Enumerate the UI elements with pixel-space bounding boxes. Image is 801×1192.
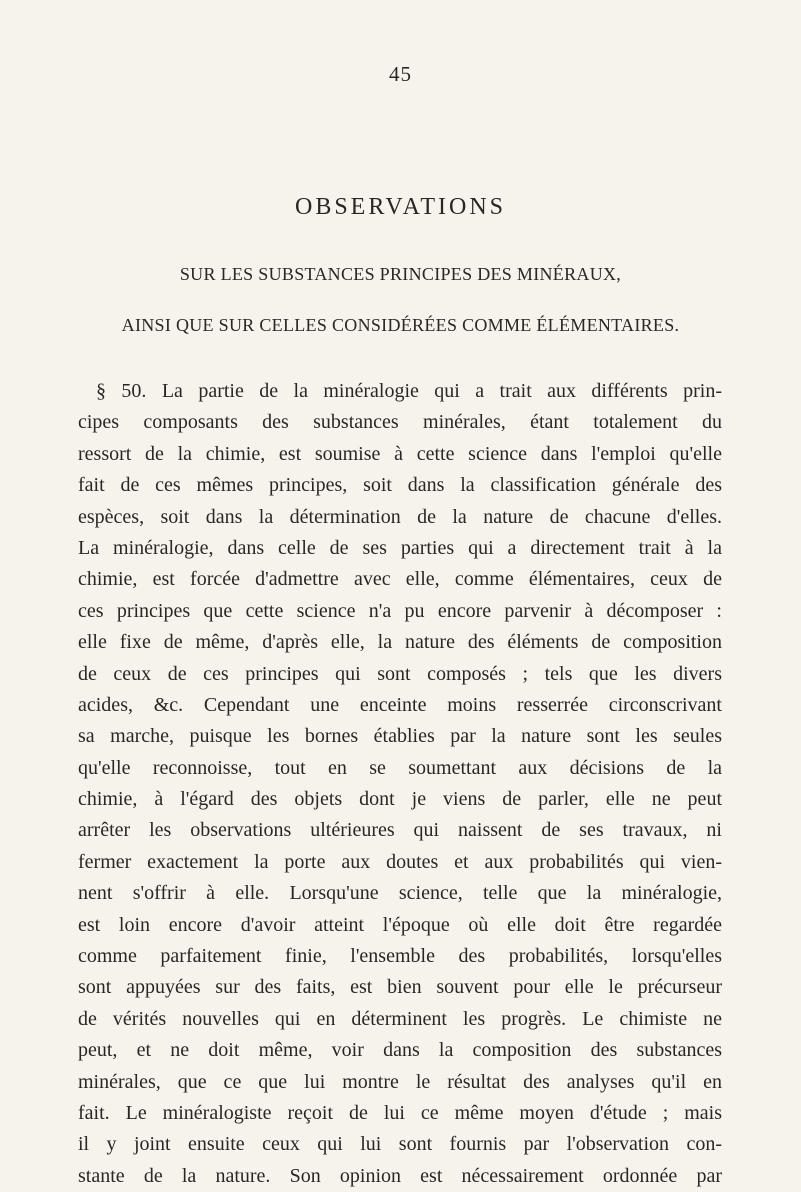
paragraph-line: est loin encore d'avoir atteint l'époque où elle doit être regardée bbox=[78, 913, 722, 936]
paragraph-line: ces principes que cette science n'a pu encore parvenir à décomposer : bbox=[78, 599, 722, 622]
paragraph-line: chimie, est forcée d'admettre avec elle, comme élémentaires, ceux de bbox=[78, 568, 722, 591]
paragraph-line: espèces, soit dans la détermination de la nature de chacune d'elles. bbox=[78, 505, 722, 528]
paragraph-line: peut, et ne doit même, voir dans la composition des substances bbox=[78, 1039, 722, 1062]
paragraph-line: La minéralogie, dans celle de ses parties qui a directement trait à la bbox=[78, 536, 722, 559]
paragraph-line: comme parfaitement finie, l'ensemble des probabilités, lorsqu'elles bbox=[78, 945, 722, 968]
paragraph-line: fait. Le minéralogiste reçoit de lui ce même moyen d'étude ; mais bbox=[78, 1101, 722, 1124]
section-title: OBSERVATIONS bbox=[294, 194, 506, 220]
paragraph-line: stante de la nature. Son opinion est nécessairement ordonnée par bbox=[78, 1164, 722, 1187]
paragraph-line: fait de ces mêmes principes, soit dans la classification générale des bbox=[78, 474, 722, 497]
paragraph-line: sont appuyées sur des faits, est bien souvent pour elle le précurseur bbox=[78, 976, 722, 999]
page-number: 45 bbox=[389, 62, 412, 86]
paragraph-line: sa marche, puisque les bornes établies par la nature sont les seules bbox=[78, 725, 722, 748]
paragraph-line: de ceux de ces principes qui sont composés ; tels que les divers bbox=[78, 662, 722, 685]
section-subtitle-line-1: SUR LES SUBSTANCES PRINCIPES DES MINÉRAUX, bbox=[179, 264, 622, 284]
paragraph-line: nent s'offrir à elle. Lorsqu'une science, telle que la minéralogie, bbox=[78, 882, 722, 905]
paragraph-line: ressort de la chimie, est soumise à cette science dans l'emploi qu'elle bbox=[78, 442, 722, 465]
section-subtitle-line-2: AINSI QUE SUR CELLES CONSIDÉRÉES COMME ÉLÉMENTAIRES. bbox=[121, 315, 680, 335]
paragraph-line: § 50. La partie de la minéralogie qui a trait aux différents prin- bbox=[96, 380, 722, 402]
paragraph-line: arrêter les observations ultérieures qui naissent de ses travaux, ni bbox=[78, 819, 722, 842]
paragraph-line: chimie, à l'égard des objets dont je viens de parler, elle ne peut bbox=[78, 788, 722, 811]
paragraph-line: de vérités nouvelles qui en déterminent les progrès. Le chimiste ne bbox=[78, 1007, 722, 1030]
paragraph-line: minérales, que ce que lui montre le résultat des analyses qu'il en bbox=[78, 1070, 722, 1093]
paragraph-line: elle fixe de même, d'après elle, la nature des éléments de composition bbox=[78, 631, 722, 654]
paragraph-50 bbox=[78, 376, 722, 1192]
paragraph-line: fermer exactement la porte aux doutes et aux probabilités qui vien- bbox=[78, 850, 722, 873]
paragraph-line: cipes composants des substances minérales, étant totalement du bbox=[78, 411, 722, 434]
paragraph-line: il y joint ensuite ceux qui lui sont fournis par l'observation con- bbox=[78, 1133, 722, 1156]
paragraph-line: acides, &c. Cependant une enceinte moins resserrée circonscrivant bbox=[78, 693, 722, 716]
paragraph-line: qu'elle reconnoisse, tout en se soumettant aux décisions de la bbox=[78, 756, 722, 779]
